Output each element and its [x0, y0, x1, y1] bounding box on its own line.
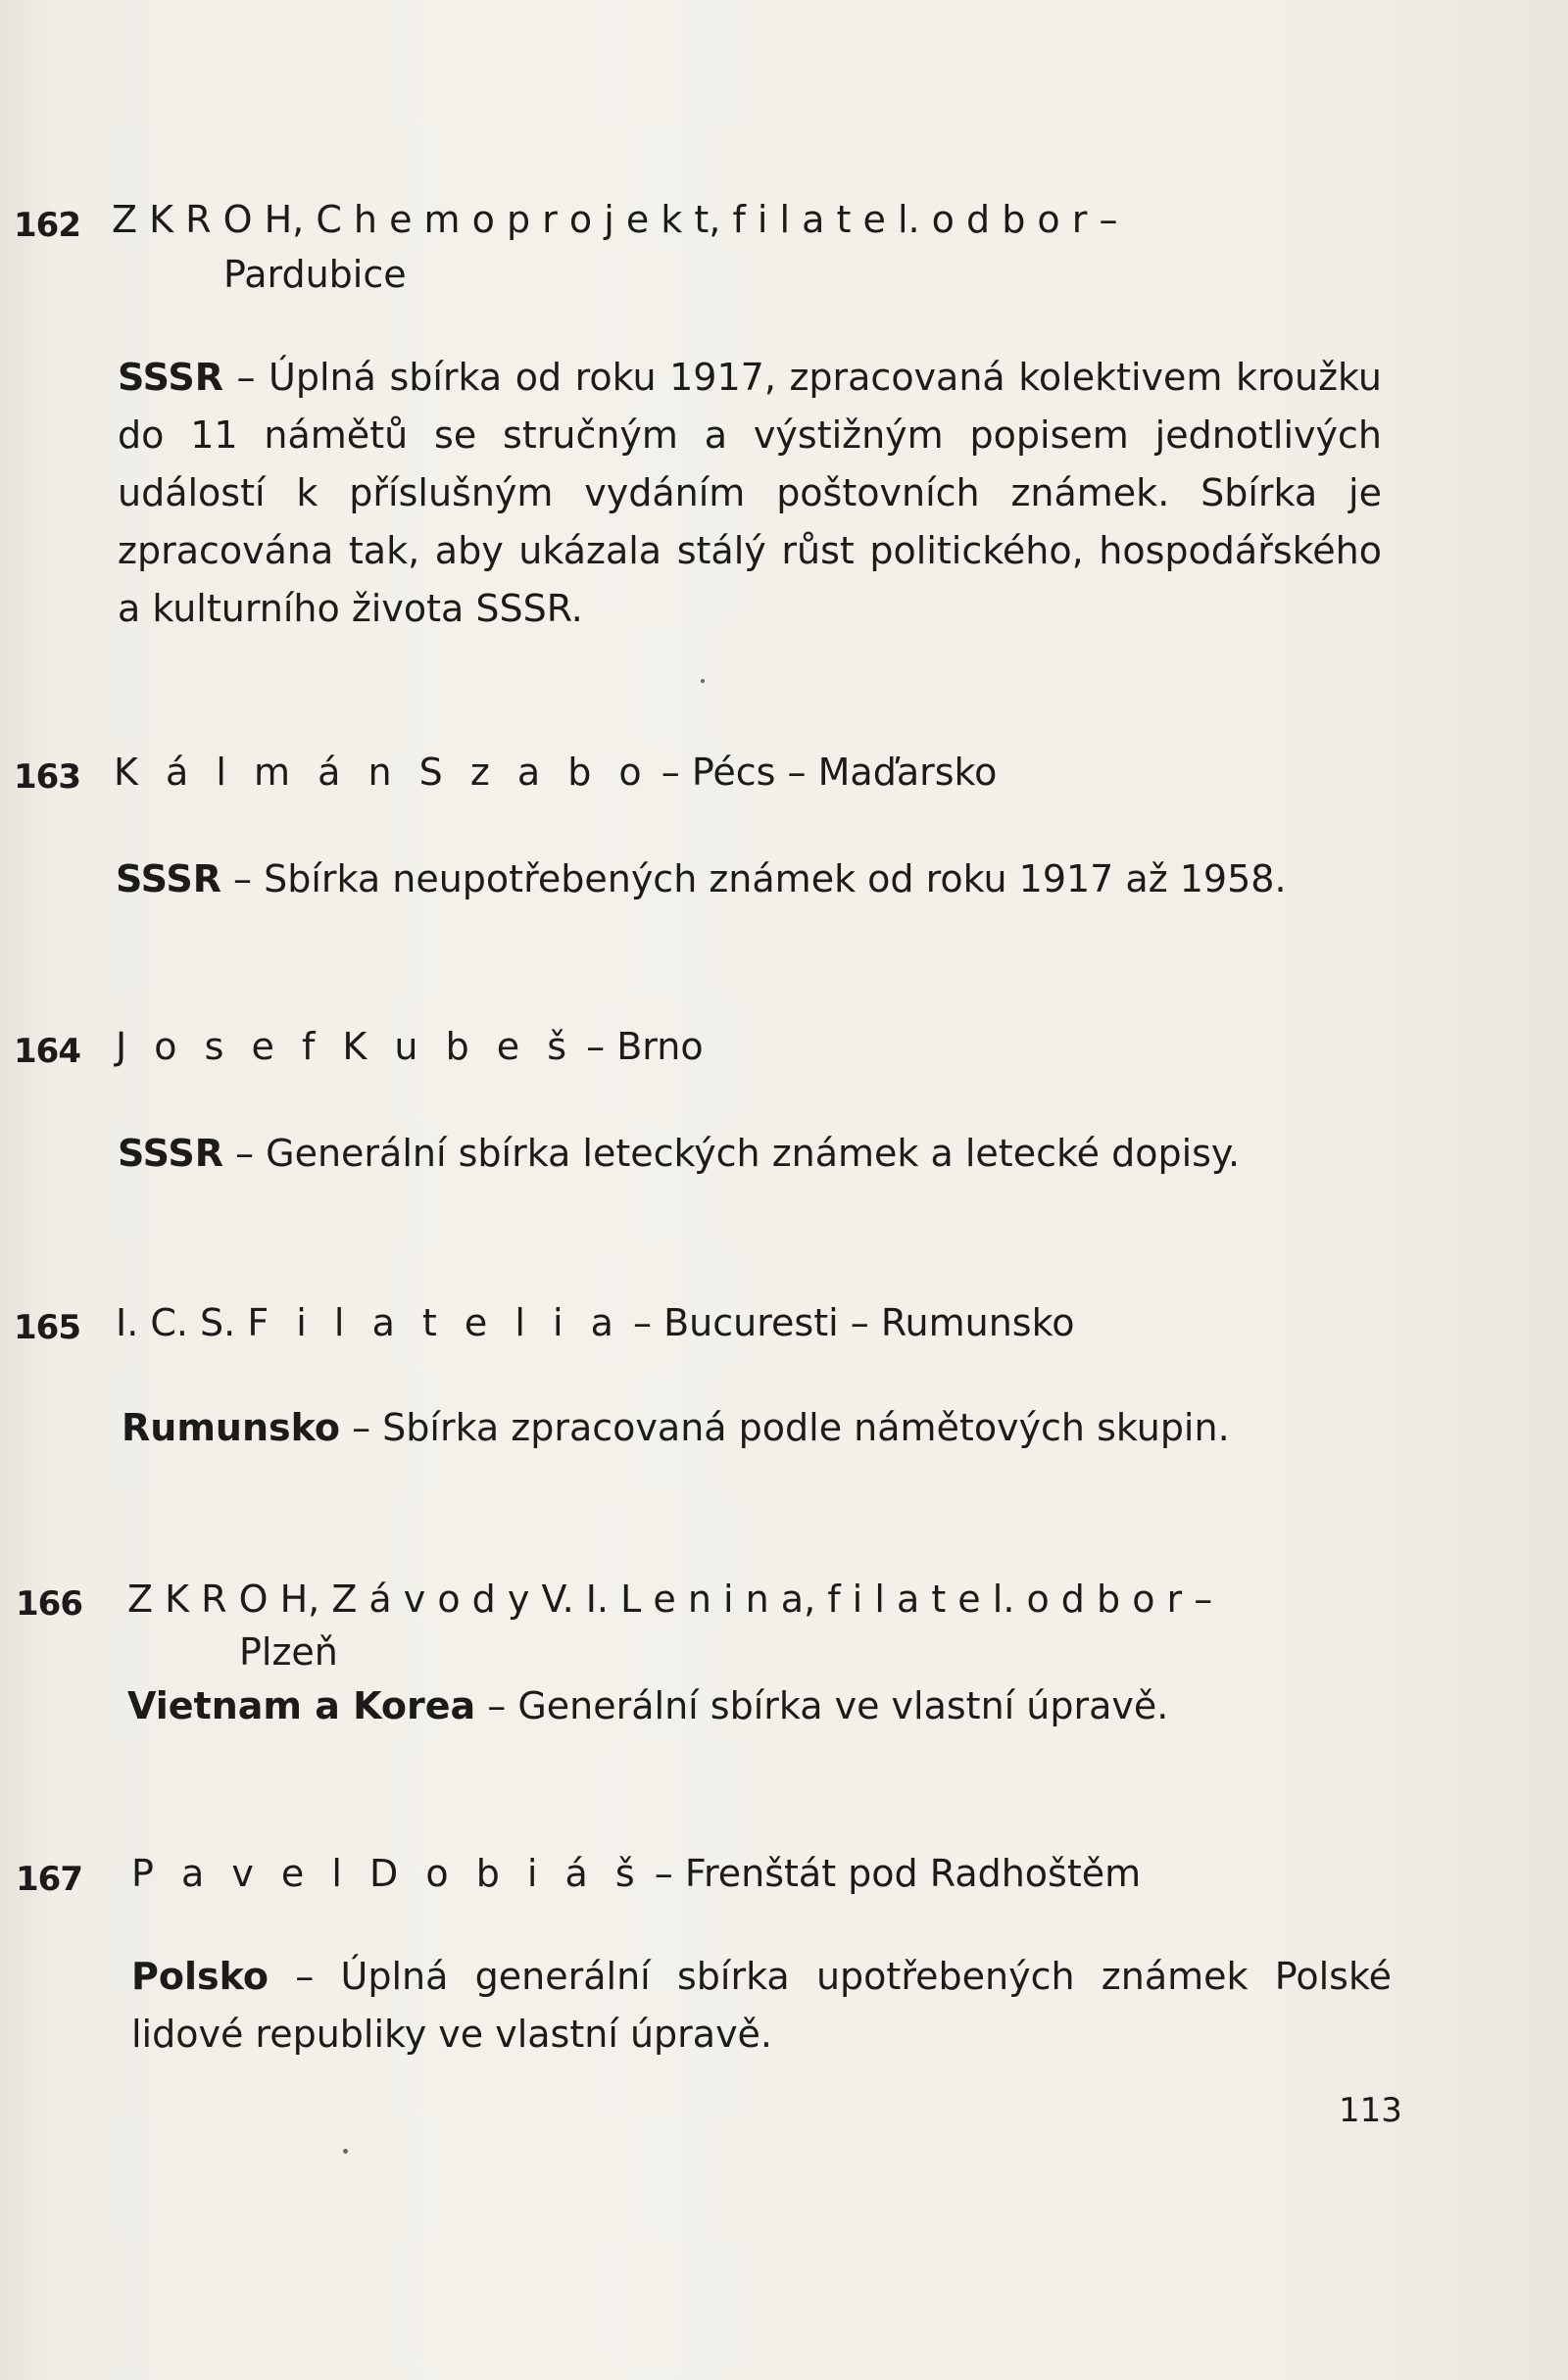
description-text: – Sbírka neupotřebených známek od roku 1917 až 1958.	[233, 857, 1287, 900]
entry-number: 165	[14, 1308, 80, 1347]
owner-location: – Frenštát pod Radhoštěm	[654, 1852, 1142, 1895]
description-text: – Sbírka zpracovaná podle námětových skupin.	[352, 1406, 1230, 1449]
collection-topic: SSSR	[118, 1132, 223, 1175]
owner-city: Plzeň	[239, 1630, 338, 1674]
entry-owner	[116, 1019, 704, 1074]
owner-dash: –	[1194, 1578, 1213, 1621]
entry-description	[116, 850, 1287, 908]
collection-topic: Rumunsko	[122, 1406, 340, 1449]
description-text: – Úplná sbírka od roku 1917, zpracovaná kolektivem kroužku do 11 námětů se stručným a výstižným popisem jednotlivých událostí k příslušným vydáním poštovních známek. Sbírka je zpracována tak, aby ukázala stálý růst politického, hospodářského a kulturního života SSSR.	[118, 356, 1382, 630]
entry-number: 164	[14, 1032, 80, 1071]
entry-description	[118, 349, 1382, 638]
description-text: – Generální sbírka leteckých známek a letecké dopisy.	[235, 1132, 1241, 1175]
owner-city: Pardubice	[223, 253, 407, 296]
entry-owner	[114, 745, 997, 800]
entry-owner	[127, 1572, 1212, 1627]
collection-topic: SSSR	[116, 857, 221, 900]
entry-owner	[116, 1295, 1074, 1350]
owner-name-initials: V. I.	[541, 1578, 610, 1621]
entry-description	[127, 1677, 1168, 1735]
owner-name: Z K R O H, C h e m o p r o j e k t, f i l a t e l. o d b o r	[112, 198, 1088, 241]
collection-topic: Vietnam a Korea	[127, 1684, 476, 1727]
entry-description	[122, 1399, 1230, 1457]
collection-topic: SSSR	[118, 356, 223, 399]
owner-name: F i l a t e l i a	[247, 1301, 621, 1344]
print-speck	[701, 679, 705, 683]
entry-number: 167	[16, 1860, 82, 1899]
owner-prefix: I. C. S.	[116, 1301, 236, 1344]
owner-dash: –	[1099, 198, 1118, 241]
entry-number: 163	[14, 757, 80, 797]
owner-name: J o s e f K u b e š	[116, 1025, 575, 1068]
page-number: 113	[1339, 2091, 1402, 2130]
owner-name: Z K R O H, Z á v o d y	[127, 1578, 530, 1621]
entry-number: 162	[14, 206, 80, 245]
entry-description	[118, 1125, 1240, 1183]
print-speck	[343, 2149, 348, 2154]
collection-topic: Polsko	[131, 1955, 269, 1998]
owner-name-continued: L e n i n a, f i l a t e l. o d b o r	[620, 1578, 1183, 1621]
description-text: – Úplná generální sbírka upotřebených známek Polské lidové republiky ve vlastní úpravě.	[131, 1955, 1392, 2056]
entry-owner	[112, 192, 1117, 247]
owner-location: – Brno	[586, 1025, 704, 1068]
description-text: – Generální sbírka ve vlastní úpravě.	[487, 1684, 1169, 1727]
entry-number: 166	[16, 1584, 82, 1624]
owner-name: P a v e l D o b i á š	[131, 1852, 643, 1895]
owner-name: K á l m á n S z a b o	[114, 751, 650, 794]
entry-owner	[131, 1846, 1141, 1901]
owner-location: – Bucuresti – Rumunsko	[633, 1301, 1075, 1344]
entry-description	[131, 1948, 1392, 2064]
owner-location: – Pécs – Maďarsko	[661, 751, 998, 794]
